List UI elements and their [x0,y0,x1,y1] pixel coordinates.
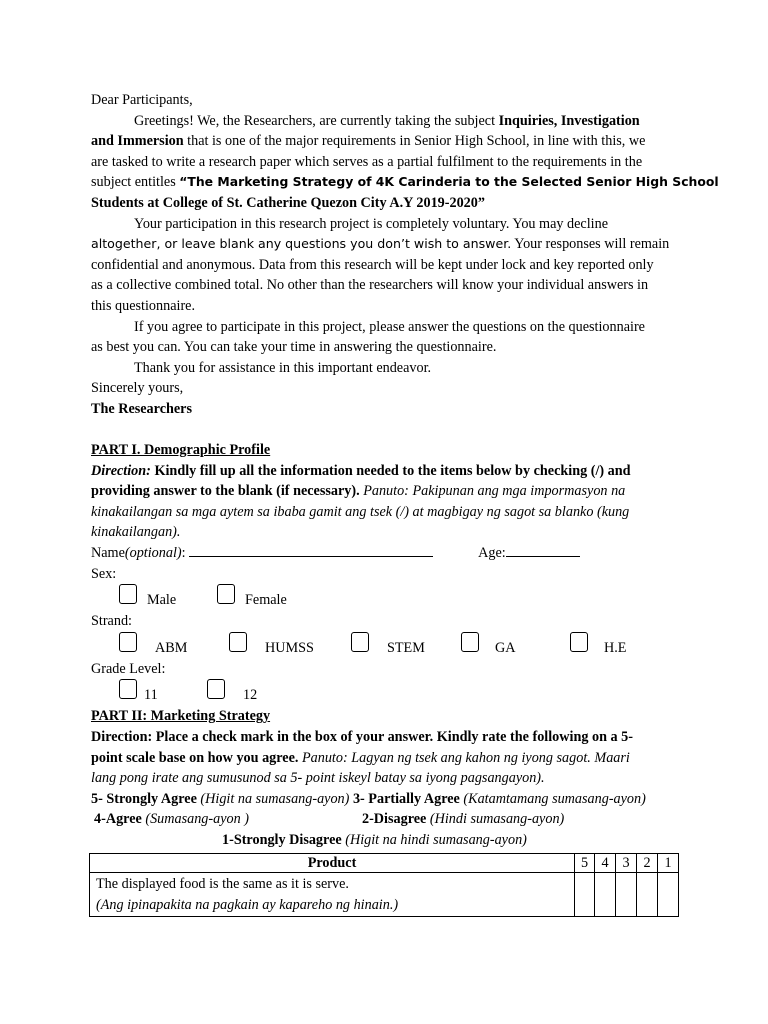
grade-11-label: 11 [144,687,158,704]
col-5-header: 5 [575,854,595,873]
sex-male-checkbox[interactable] [119,584,137,604]
rating-cell-3[interactable] [616,873,637,917]
name-field[interactable] [189,543,433,557]
product-header: Product [90,854,575,873]
instruction-paragraph: If you agree to participate in this project, please answer the questions on the questionnaire as best you can. You can take your time in answering the questionnaire. [91,318,645,356]
product-item-cell [90,873,575,917]
grade-12-checkbox[interactable] [207,679,225,699]
questionnaire-page [91,90,719,851]
col-4-header: 4 [595,854,616,873]
strand-humss-checkbox[interactable] [229,632,247,652]
col-1-header: 1 [658,854,679,873]
strand-he-checkbox[interactable] [570,632,588,652]
sex-label: Sex: [91,565,117,582]
col-3-header: 3 [616,854,637,873]
sex-male-label: Male [147,592,177,609]
name-age-row: Name(optional): Age: [91,543,679,564]
item-text-filipino: (Ang ipinapakita na pagkain ay kapareho ng hinain.) [96,896,399,913]
participation-paragraph: Your participation in this research project is completely voluntary. You may decline altogether, or leave blank any questions you don’t wish to answer. Your responses will remain confidential and anonymous. Data from this research will be kept under lock and key reported only as a collective combined total. No other than the researchers will know your individual answers in this questionnaire. [91,215,670,314]
closing: Sincerely yours, [91,380,184,397]
strand-stem-label: STEM [387,639,425,656]
grade-12-label: 12 [243,687,258,704]
part2-direction: Direction: Place a check mark in the box of your answer. Kindly rate the following on a 5- point scale base on how you agree. Panuto: Lagyan ng tsek ang kahon ng iyong sagot. Maari lang pong irate ang sumusunod sa 5- point iskeyl batay sa iyong pagsangayon). [91,729,633,787]
age-label: Age: [478,545,506,562]
strand-label: Strand: [91,613,132,630]
strand-ga-label: GA [495,639,516,656]
thanks-line: Thank you for assistance in this important endeavor. [134,359,432,376]
rating-cell-1[interactable] [658,873,679,917]
name-label: Name [91,545,125,562]
subject-name: Inquiries, Investigation [498,112,640,129]
item-text-english: The displayed food is the same as it is serve. [96,876,349,892]
grade-options [91,679,679,706]
rating-cell-2[interactable] [637,873,658,917]
strand-he-label: H.E [604,639,627,656]
signature: The Researchers [91,400,192,417]
col-2-header: 2 [637,854,658,873]
part2-title: PART II: Marketing Strategy [91,708,271,725]
rating-table-header [90,854,679,873]
sex-female-label: Female [245,592,287,609]
grade-11-checkbox[interactable] [119,679,137,699]
part1-direction: Direction: Kindly fill up all the information needed to the items below by checking (/) and providing answer to the blank (if necessary). Panuto: Pakipunan ang mga impormasyon na kinakailangan sa mga aytem sa ibaba gamit ang tsek (/) at magbigay ng sagot sa blanko (kung kinakailangan). [91,462,631,541]
strand-abm-checkbox[interactable] [119,632,137,652]
rating-table [89,853,679,917]
strand-ga-checkbox[interactable] [461,632,479,652]
strand-humss-label: HUMSS [265,639,314,656]
research-title: “The Marketing Strategy of 4K Carinderia to the Selected Senior High School [179,174,719,190]
sex-options [91,584,679,611]
salutation: Dear Participants, [91,92,193,108]
grade-level-label: Grade Level: [91,660,166,677]
intro-paragraph: Greetings! We, the Researchers, are currently taking the subject Inquiries, Investigation and Immersion that is one of the major requirements in Senior High School, in line with this, we are tasked to write a research paper which serves as a partial fulfilment to the requirements in the subject entitles “The Marketing Strategy of 4K Carinderia to the Selected Senior High School Students at College of St. Catherine Quezon City A.Y 2019-2020” [91,112,719,211]
table-row [90,873,679,917]
rating-scale-legend: 5- Strongly Agree (Higit na sumasang-ayon) 3- Partially Agree (Katamtamang sumasang-ayon) 4-Agree (Sumasang-ayon ) 2-Disagree (Hindi sumasang-ayon) 1-Strongly Disagree (Higit na hindi sumasang-ayon) [91,790,646,848]
strand-stem-checkbox[interactable] [351,632,369,652]
age-field[interactable] [506,543,580,557]
sex-female-checkbox[interactable] [217,584,235,604]
strand-abm-label: ABM [155,639,188,656]
rating-cell-4[interactable] [595,873,616,917]
rating-cell-5[interactable] [575,873,595,917]
part1-title: PART I. Demographic Profile [91,442,271,459]
strand-options [91,632,679,659]
